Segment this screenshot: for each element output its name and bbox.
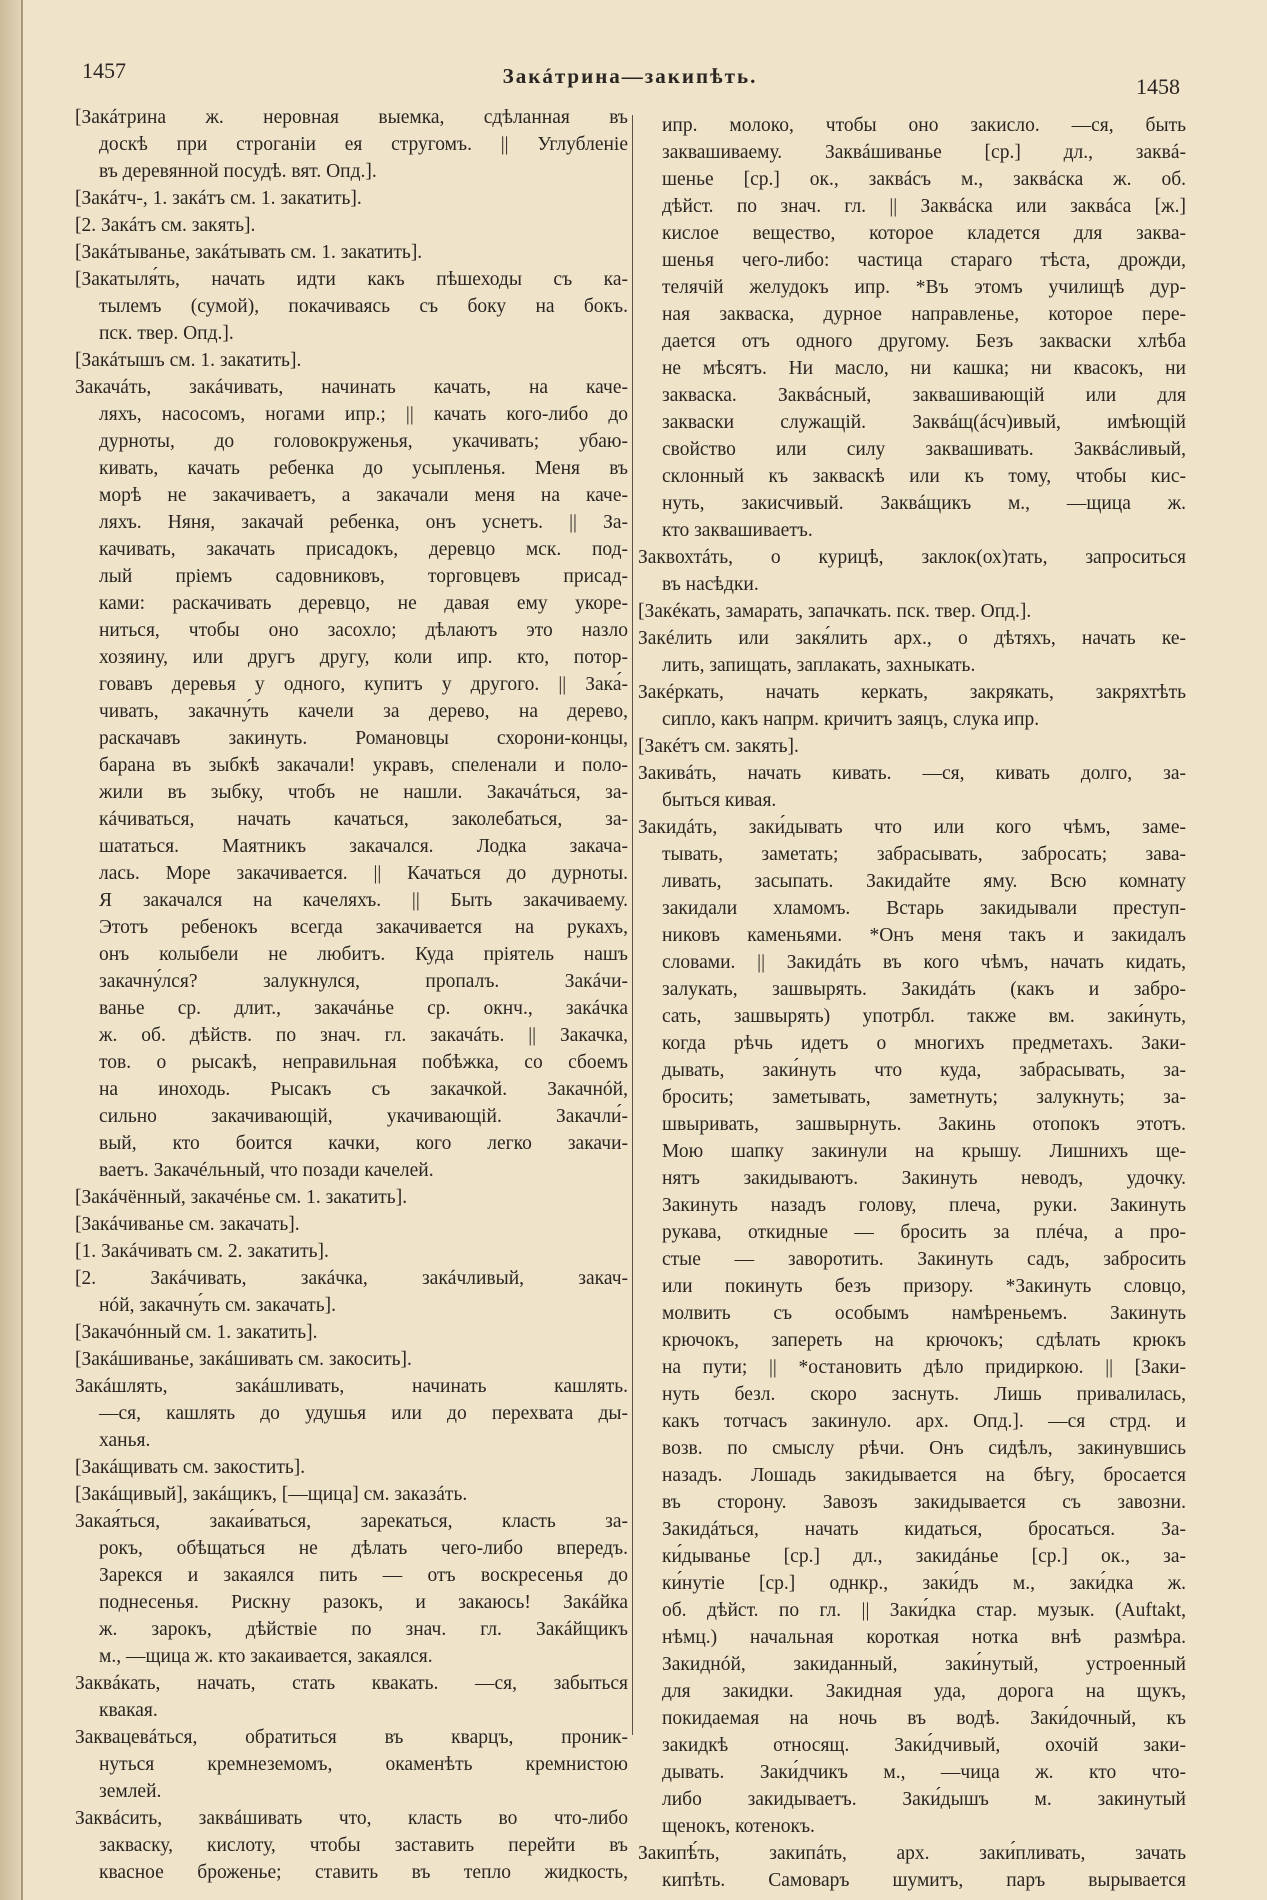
entry-line: поднесенья. Рискну разокъ, и закаюсь! Закáйка: [99, 1592, 628, 1613]
entry-line: ипр. молоко, чтобы оно закисло. —ся, быть: [662, 115, 1186, 136]
entry-line: землей.: [99, 1781, 162, 1802]
entry-line: пск. твер. Опд.].: [99, 323, 234, 344]
entry-line: доскѣ при строганіи ея стругомъ. || Углубленіе: [99, 134, 628, 155]
entry-line: квакая.: [99, 1700, 158, 1721]
dictionary-entry: [75, 1670, 628, 1724]
dictionary-entry: [75, 212, 628, 239]
entry-line: назадъ. Лошадь закидывается на бѣгу, бросается: [662, 1465, 1186, 1486]
entry-line: хозяину, или другъ другу, коли ипр. кто, потор-: [99, 647, 628, 668]
entry-line: качивать, закачать присадокъ, деревцо мск. под-: [99, 539, 628, 560]
entry-line: Закинуть назадъ голову, плеча, руки. Закинуть: [662, 1195, 1186, 1216]
entry-line: дается отъ одного другому. Безъ закваски хлѣба: [662, 331, 1186, 352]
entry-line: молвить съ особымъ намѣреньемъ. Закинуть: [662, 1303, 1186, 1324]
entry-line: Закéлить или закя́лить арх., о дѣтяхъ, начать ке-: [638, 628, 1186, 649]
entry-line: Закипѣ́ть, закипáть, арх. заки́пливать, зачать: [638, 1843, 1186, 1864]
entry-line: на пути; || *остановить дѣло придиркою. || [Заки-: [662, 1357, 1186, 1378]
entry-line: Мою шапку закинули на крышу. Лишнихъ ще-: [662, 1141, 1186, 1162]
dictionary-entry: [75, 185, 628, 212]
entry-line: телячій желудокъ ипр. *Въ этомъ училищѣ дур-: [662, 277, 1186, 298]
entry-line: [Закатыля́ть, начать идти какъ пѣшеходы съ ка-: [75, 269, 628, 290]
entry-line: вый, кто боится качки, кого легко закачи-: [99, 1133, 628, 1154]
entry-line: ж. зарокъ, дѣйствіе по знач. гл. Закáйщикъ: [99, 1619, 628, 1640]
entry-line: ляхъ, насосомъ, ногами ипр.; || качать кого-либо до: [99, 404, 628, 425]
entry-line: когда рѣчь идетъ о многихъ предметахъ. Заки-: [662, 1033, 1186, 1054]
dictionary-entry: [75, 374, 628, 1184]
dictionary-entry: [75, 266, 628, 347]
entry-line: крючокъ, запереть на крючокъ; сдѣлать крюкъ: [662, 1330, 1186, 1351]
entry-line: склонный къ закваскѣ или къ тому, чтобы кис-: [662, 466, 1186, 487]
page-number-left: 1457: [82, 58, 126, 83]
entry-line: шенье [ср.] ок., заквáсъ м., заквáска ж. об.: [662, 169, 1186, 190]
entry-line: [Закéтъ см. закять].: [638, 736, 799, 757]
entry-line: кислое вещество, которое кладется для заква-: [662, 223, 1186, 244]
entry-line: Закачáть, закáчивать, начинать качать, на каче-: [75, 377, 628, 398]
entry-line: Закивáть, начать кивать. —ся, кивать долго, за-: [638, 763, 1186, 784]
entry-line: ляхъ. Няня, закачай ребенка, онъ уснетъ. || За-: [99, 512, 628, 533]
right-column: [638, 112, 1186, 1894]
entry-line: дурноты, до головокруженья, укачивать; убаю-: [99, 431, 628, 452]
entry-line: дѣйст. по знач. гл. || Заквáска или заквáса [ж.]: [662, 196, 1186, 217]
dictionary-entry: [75, 1373, 628, 1454]
entry-line: нуться кремнеземомъ, окаменѣть кремнистою: [99, 1754, 628, 1775]
entry-line: раскачавъ закинуть. Романовцы схорони-концы,: [99, 728, 628, 749]
entry-line: шенья чего-либо: частица стараго тѣста, дрожди,: [662, 250, 1186, 271]
dictionary-entry: [638, 733, 1186, 760]
entry-line: морѣ не закачиваетъ, а закачали меня на каче-: [99, 485, 628, 506]
entry-line: стые — заворотить. Закинуть садъ, забросить: [662, 1249, 1186, 1270]
entry-line: квасное броженье; ставить въ тепло жидкость,: [99, 1862, 628, 1883]
entry-line: закидали хламомъ. Встарь закидывали преступ-: [662, 898, 1186, 919]
entry-line: [Закáтч-, 1. закáтъ см. 1. закатить].: [75, 188, 362, 209]
page-number-right: 1458: [1136, 74, 1180, 99]
entry-line: м., —щица ж. кто закаивается, закаялся.: [99, 1646, 433, 1667]
entry-line: на иноходь. Рысакъ съ закачкой. Закачнóй,: [99, 1079, 628, 1100]
entry-line: Закидáть, заки́дывать что или кого чѣмъ, заме-: [638, 817, 1186, 838]
entry-line: въ сторону. Завозъ закидывается съ завозни.: [662, 1492, 1186, 1513]
entry-line: тывать, заметать; забрасывать, забросать; зава-: [662, 844, 1186, 865]
entry-line: [Закáтыванье, закáтывать см. 1. закатить].: [75, 242, 423, 263]
entry-line: какъ тотчасъ закинуло. арх. Опд.]. —ся стрд. и: [662, 1411, 1186, 1432]
entry-line: ная закваска, дурное направленье, которое пере-: [662, 304, 1186, 325]
entry-line: ниться, чтобы оно засохло; дѣлаютъ это назло: [99, 620, 628, 641]
entry-line: [Закáщивать см. закостить].: [75, 1457, 306, 1478]
entry-line: или покинуть безъ призору. *Закинуть словцо,: [662, 1276, 1186, 1297]
entry-line: закваску, кислоту, чтобы заставить перейти въ: [99, 1835, 628, 1856]
dictionary-entry: [75, 1265, 628, 1319]
entry-line: свойство или силу заквашивать. Заквáсливый,: [662, 439, 1186, 460]
entry-line: тылемъ (сумой), покачиваясь съ боку на бокъ.: [99, 296, 628, 317]
entry-line: нятъ закидываютъ. Закинуть неводъ, удочку.: [662, 1168, 1186, 1189]
entry-line: [Закéкать, замарать, запачкать. пск. твер. Опд.].: [638, 601, 1032, 622]
entry-line: шататься. Маятникъ закачался. Лодка закача-: [99, 836, 628, 857]
entry-line: ки́дыванье [ср.] дл., закидáнье [ср.] ок., за-: [662, 1546, 1186, 1567]
entry-line: жили въ зыбку, чтобъ не нашли. Закачáться, за-: [99, 782, 628, 803]
dictionary-entry: [75, 1805, 628, 1886]
entry-line: ханья.: [99, 1430, 151, 1451]
entry-line: словами. || Закидáть въ кого чѣмъ, начать кидать,: [662, 952, 1186, 973]
dictionary-entry: [638, 760, 1186, 814]
entry-line: рукава, откидные — бросить за плéча, а про-: [662, 1222, 1186, 1243]
dictionary-entry: [638, 814, 1186, 1840]
entry-line: [Закáтрина ж. неровная выемка, сдѣланная въ: [75, 107, 628, 128]
dictionary-entry: [638, 112, 1186, 544]
entry-line: —ся, кашлять до удушья или до перехвата ды-: [99, 1403, 628, 1424]
entry-line: Этотъ ребенокъ всегда закачивается на рукахъ,: [99, 917, 628, 938]
dictionary-entry: [75, 239, 628, 266]
entry-line: закидкѣ относящ. Заки́дчивый, охочій заки-: [662, 1735, 1186, 1756]
entry-line: не мѣсятъ. Ни масло, ни кашка; ни квасокъ, ни: [662, 358, 1186, 379]
dictionary-entry: [638, 625, 1186, 679]
entry-line: щенокъ, котенокъ.: [662, 1816, 815, 1837]
dictionary-entry: [75, 1481, 628, 1508]
entry-line: барана въ зыбкѣ закачали! укравъ, спеленали и поло-: [99, 755, 628, 776]
entry-line: онъ колыбели не любитъ. Куда пріятель нашъ: [99, 944, 628, 965]
dictionary-entry: [75, 1346, 628, 1373]
entry-line: Закидáться, начать кидаться, бросаться. За-: [662, 1519, 1186, 1540]
entry-line: [2. Закáчивать, закáчка, закáчливый, закач-: [75, 1268, 628, 1289]
entry-line: Закиднóй, закиданный, заки́нутый, устроенный: [662, 1654, 1186, 1675]
entry-line: бросить; заметывать, заметнуть; залукнуть; за-: [662, 1087, 1186, 1108]
entry-line: [Закáчённый, закачéнье см. 1. закатить].: [75, 1187, 408, 1208]
entry-line: [1. Закáчивать см. 2. закатить].: [75, 1241, 329, 1262]
entry-line: Закéркать, начать керкать, закрякать, закряхтѣть: [638, 682, 1186, 703]
running-title: Закáтрина—закипѣть.: [502, 64, 758, 88]
entry-line: нóй, закачну́ть см. закачать].: [99, 1295, 336, 1316]
entry-line: ками: раскачивать деревцо, не давая ему укоре-: [99, 593, 628, 614]
entry-line: Заквáкать, начать, стать квакать. —ся, забыться: [75, 1673, 628, 1694]
page-spine-shadow: [0, 0, 22, 1900]
entry-line: кáчиваться, начать качаться, заколебаться, за-: [99, 809, 628, 830]
entry-line: закваски служащій. Заквáщ(áсч)ивый, имѣющій: [662, 412, 1186, 433]
entry-line: сильно закачивающій, укачивающій. Закачли́-: [99, 1106, 628, 1127]
entry-line: ванье ср. длит., закачáнье ср. окнч., закáчка: [99, 998, 628, 1019]
entry-line: дывать. Заки́дчикъ м., —чица ж. кто что-: [662, 1762, 1186, 1783]
page-edge-line: [21, 0, 23, 1900]
dictionary-entry: [75, 1211, 628, 1238]
entry-line: Закая́ться, закаи́ваться, зарекаться, класть за-: [75, 1511, 628, 1532]
entry-line: [2. Закáтъ см. закять].: [75, 215, 256, 236]
dictionary-entry: [638, 1840, 1186, 1894]
entry-line: кивать, качать ребенка до усыпленья. Меня въ: [99, 458, 628, 479]
entry-line: Зарекся и закаялся пить — отъ воскресенья до: [99, 1565, 628, 1586]
column-divider: [632, 115, 633, 1735]
entry-line: ж. об. дѣйств. по знач. гл. закачáть. || Закачка,: [99, 1025, 628, 1046]
entry-line: лый пріемъ садовниковъ, торговцевъ присад-: [99, 566, 628, 587]
left-column: [75, 104, 628, 1886]
entry-line: нуть безл. скоро заснуть. Лишь привалилась,: [662, 1384, 1186, 1405]
entry-line: швыривать, зашвырнуть. Закинь отопокъ этотъ.: [662, 1114, 1186, 1135]
entry-line: кипѣть. Самоваръ шумитъ, паръ вырывается: [662, 1870, 1186, 1891]
entry-line: Заквацевáться, обратиться въ кварцъ, проник-: [75, 1727, 628, 1748]
dictionary-entry: [75, 1508, 628, 1670]
entry-line: лить, запищать, заплакать, захныкать.: [662, 655, 976, 676]
entry-line: либо закидываетъ. Заки́дышъ м. закинутый: [662, 1789, 1186, 1810]
dictionary-entry: [75, 104, 628, 185]
entry-line: сипло, какъ напрм. кричитъ заяцъ, слука ипр.: [662, 709, 1040, 730]
entry-line: говавъ деревья у одного, купитъ у другого. || Зака́-: [99, 674, 628, 695]
entry-line: сать, зашвырять) употрбл. также вм. заки́нуть,: [662, 1006, 1186, 1027]
entry-line: лась. Море закачивается. || Качаться до дурноты.: [99, 863, 628, 884]
dictionary-entry: [75, 1454, 628, 1481]
entry-line: въ насѣдки.: [662, 574, 759, 595]
entry-line: об. дѣйст. по гл. || Заки́дка стар. музык. (Auftakt,: [662, 1600, 1186, 1621]
entry-line: ливать, засыпать. Закидайте яму. Всю комнату: [662, 871, 1186, 892]
dictionary-entry: [75, 1319, 628, 1346]
entry-line: покидаемая на ночь въ водѣ. Заки́дочный, къ: [662, 1708, 1186, 1729]
entry-line: [Закачóнный см. 1. закатить].: [75, 1322, 318, 1343]
entry-line: ваетъ. Закачéльный, что позади качелей.: [99, 1160, 434, 1181]
dictionary-entry: [75, 1238, 628, 1265]
entry-line: [Закáшиванье, закáшивать см. закосить].: [75, 1349, 412, 1370]
dictionary-entry: [75, 1724, 628, 1805]
entry-line: кто заквашиваетъ.: [662, 520, 813, 541]
entry-line: Заквáсить, заквáшивать что, класть во что-либо: [75, 1808, 628, 1829]
entry-line: въ деревянной посудѣ. вят. Опд.].: [99, 161, 377, 182]
entry-line: для закидки. Закидная уда, дорога на щукъ,: [662, 1681, 1186, 1702]
entry-line: [Закáчиванье см. закачать].: [75, 1214, 300, 1235]
entry-line: закваска. Заквáсный, заквашивающій или для: [662, 385, 1186, 406]
entry-line: чивать, закачну́ть качели за дерево, на дерево,: [99, 701, 628, 722]
entry-line: быться кивая.: [662, 790, 777, 811]
entry-line: тов. о рысакѣ, неправильная побѣжка, со сбоемъ: [99, 1052, 628, 1073]
entry-line: возв. по смыслу рѣчи. Онъ сидѣлъ, закинувшись: [662, 1438, 1186, 1459]
dictionary-entry: [75, 347, 628, 374]
dictionary-entry: [638, 598, 1186, 625]
entry-line: Я закачался на качеляхъ. || Быть закачиваему.: [99, 890, 628, 911]
entry-line: ки́нутіе [ср.] однкр., заки́дъ м., заки́дка ж.: [662, 1573, 1186, 1594]
dictionary-entry: [638, 544, 1186, 598]
dictionary-entry: [638, 679, 1186, 733]
entry-line: рокъ, обѣщаться не дѣлать чего-либо впередъ.: [99, 1538, 628, 1559]
entry-line: залукать, зашвырять. Закидáть (какъ и забро-: [662, 979, 1186, 1000]
entry-line: закачну́лся? залукнулся, пропалъ. Закáчи-: [99, 971, 628, 992]
entry-line: Закáшлять, закáшливать, начинать кашлять.: [75, 1376, 628, 1397]
entry-line: [Закáтышъ см. 1. закатить].: [75, 350, 302, 371]
entry-line: нуть, закисчивый. Заквáщикъ м., —щица ж.: [662, 493, 1186, 514]
entry-line: дывать, заки́нуть что куда, забрасывать, за-: [662, 1060, 1186, 1081]
entry-line: заквашиваему. Заквáшиванье [ср.] дл., заквá-: [662, 142, 1186, 163]
dictionary-entry: [75, 1184, 628, 1211]
entry-line: никовъ каменьями. *Онъ меня такъ и закидалъ: [662, 925, 1186, 946]
entry-line: [Закáщивый], закáщикъ, [—щица] см. заказáть.: [75, 1484, 468, 1505]
entry-line: нѣмц.) начальная короткая нотка внѣ размѣра.: [662, 1627, 1186, 1648]
entry-line: Заквохтáть, о курицѣ, заклок(ох)тать, запроситься: [638, 547, 1186, 568]
